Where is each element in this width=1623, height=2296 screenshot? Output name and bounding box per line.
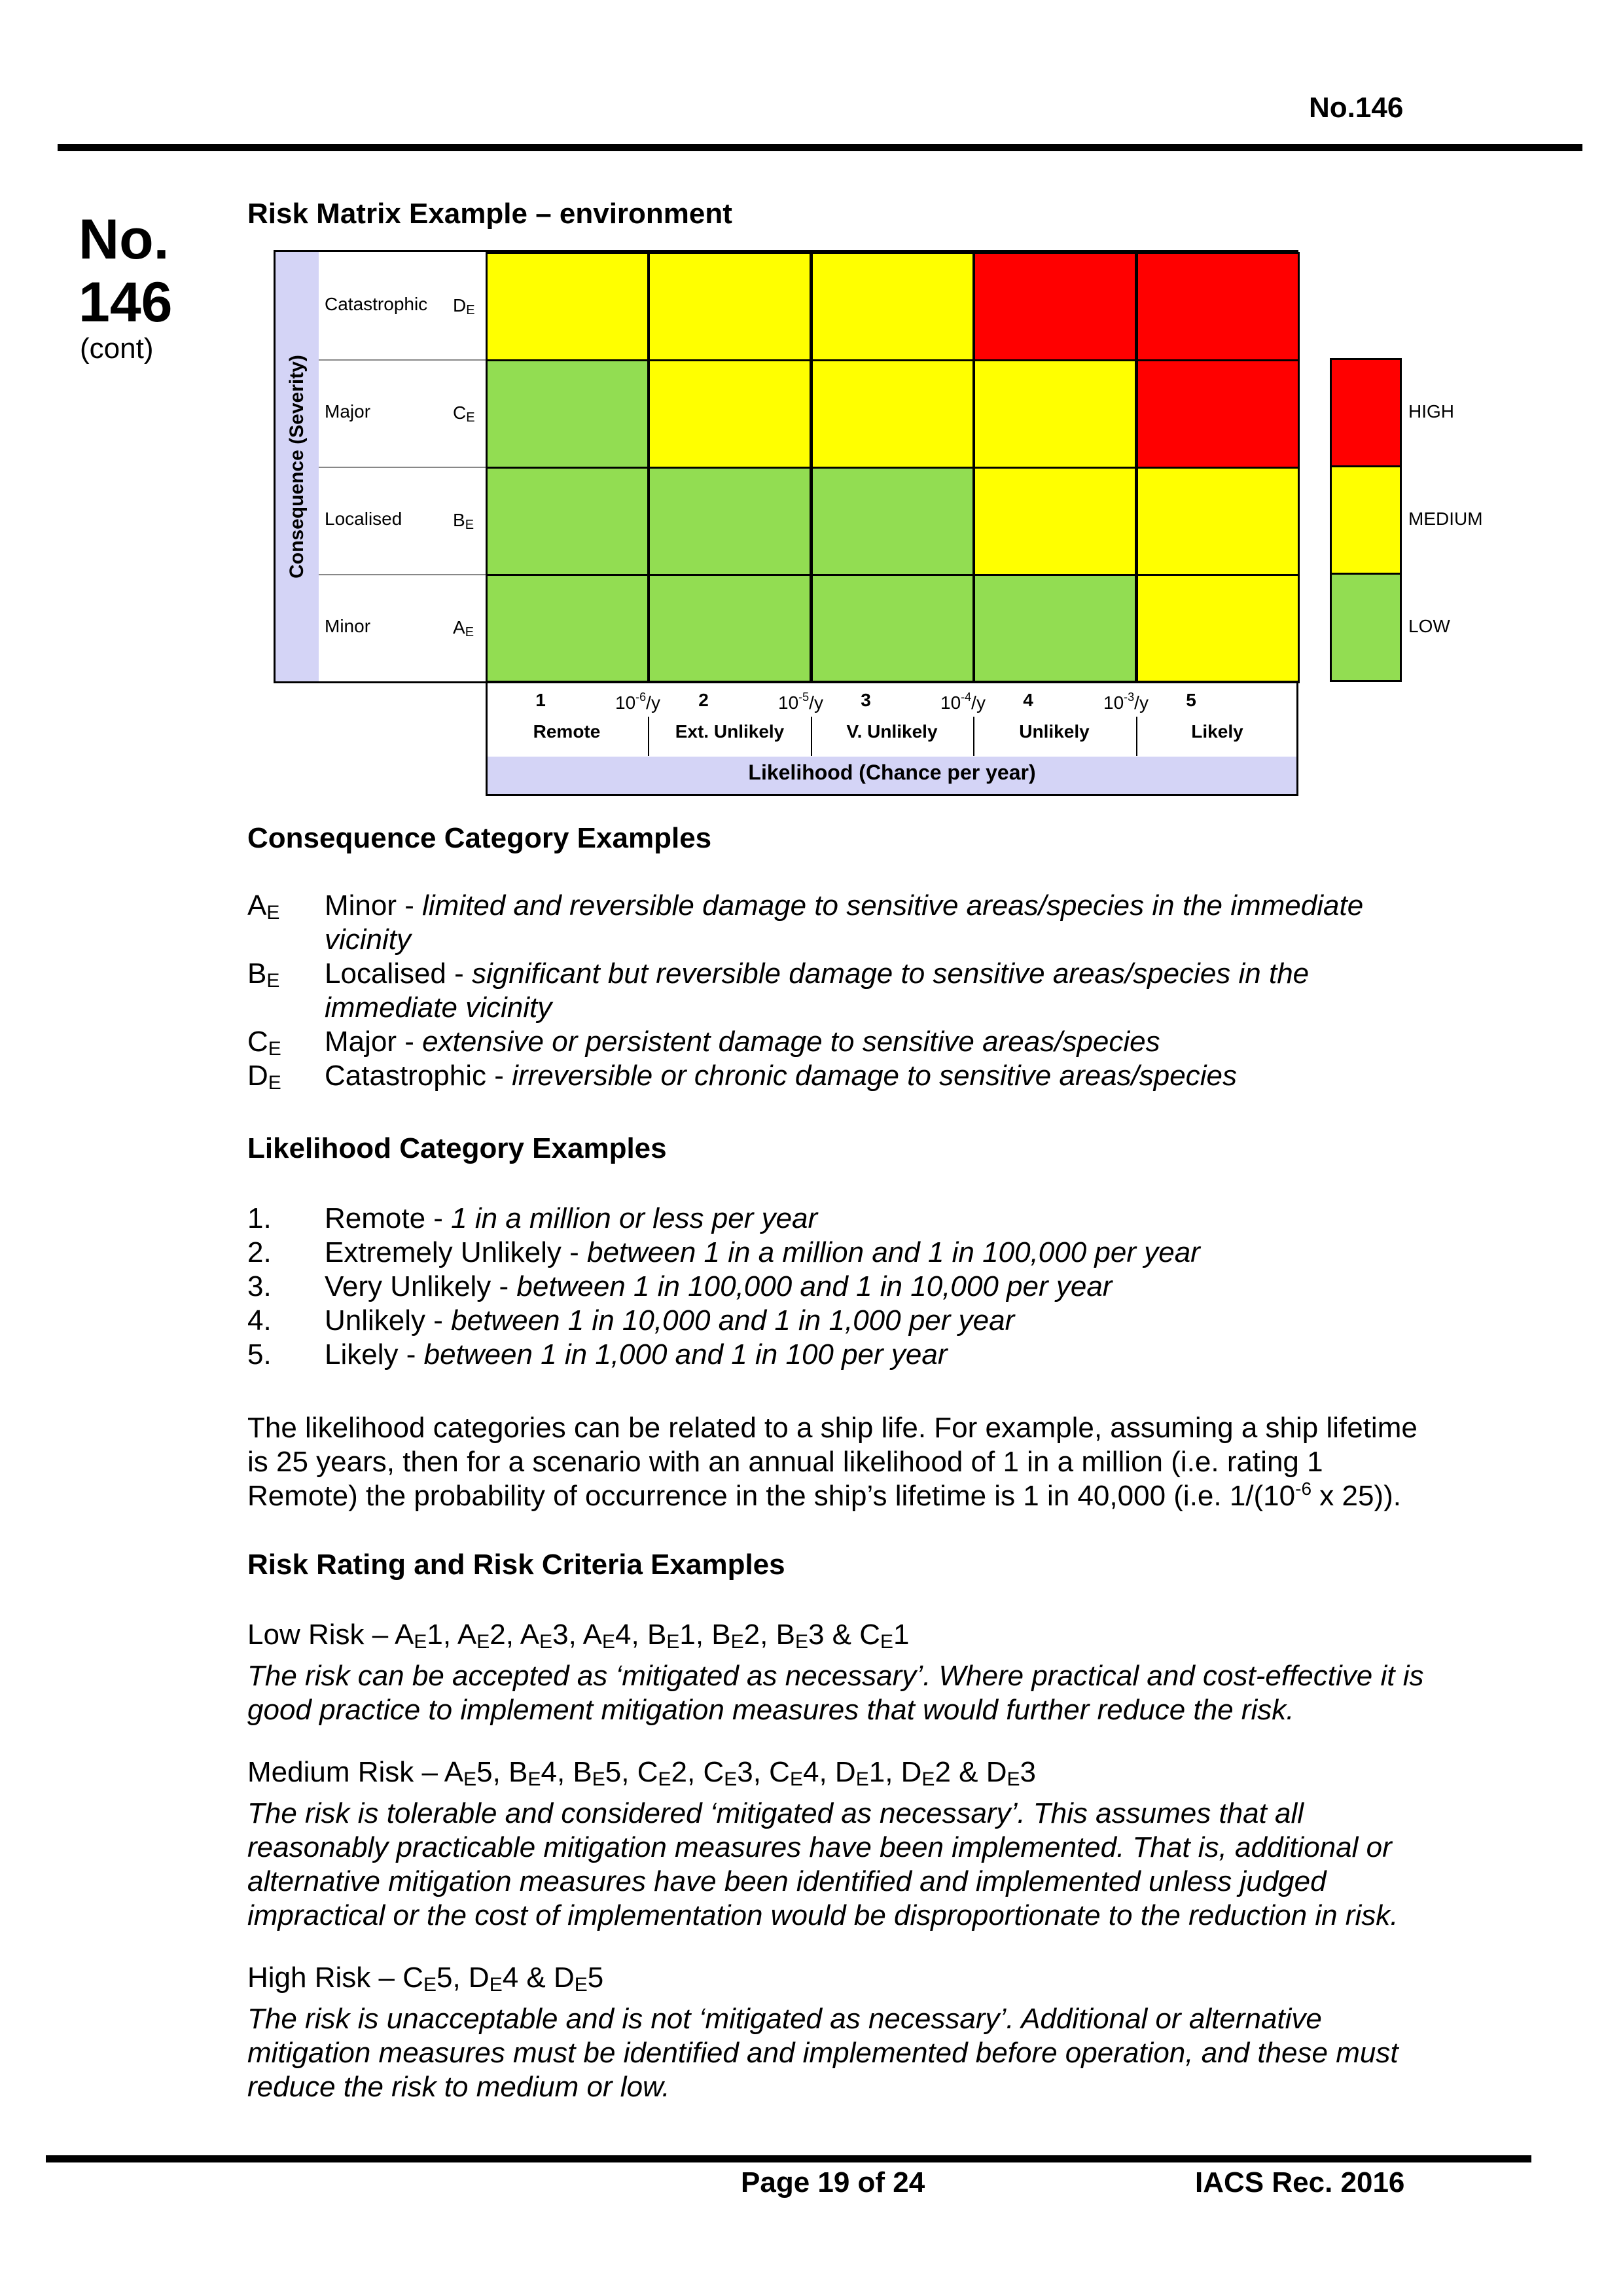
risk-codes-line: Low Risk – $A_E1$, $A_E2$, $A_E3$, $A_E4$, $B_E1$, $B_E2$, $B_E3$ & $C_E1$ — [247, 1619, 910, 1653]
risk-code: $D_E5$ — [554, 1962, 604, 1996]
risk-cell — [486, 359, 649, 469]
likelihood-item-number: 2. — [247, 1236, 272, 1268]
risk-code: $C_E5$ — [402, 1962, 453, 1996]
consequence-heading: Consequence Category Examples — [247, 822, 712, 854]
legend-label-medium: MEDIUM — [1408, 509, 1483, 529]
risk-cell — [486, 574, 649, 683]
risk-code: $C_E4$ — [769, 1756, 819, 1790]
risk-cell — [648, 574, 812, 683]
severity-label-minor: Minor — [325, 616, 371, 636]
ship-life-paragraph — [247, 1411, 1418, 1513]
paragraph-line: The likelihood categories can be related to a ship life. For example, assuming a ship lifetime — [247, 1412, 1418, 1444]
consequence-description: Localised - significant but reversible damage to sensitive areas/species in the immediate vicinity — [325, 958, 1310, 1024]
likelihood-divider — [1136, 717, 1137, 756]
severity-row-divider — [319, 574, 486, 575]
risk-codes-line: Medium Risk – $A_E5$, $B_E4$, $B_E5$, $C_E2$, $C_E3$, $C_E4$, $D_E1$, $D_E2$ & $D_E3$ — [247, 1756, 1036, 1790]
risk-description-line: alternative mitigation measures have been identified and implemented unless judged — [247, 1865, 1327, 1897]
likelihood-item-description: Extremely Unlikely - between 1 in a million and 1 in 100,000 per year — [325, 1236, 1200, 1268]
likelihood-number: 4 — [1023, 690, 1033, 710]
likelihood-heading: Likelihood Category Examples — [247, 1132, 667, 1164]
risk-description-line: mitigation measures must be identified and implemented before operation, and these must — [247, 2037, 1399, 2069]
likelihood-name: Unlikely — [1019, 721, 1090, 742]
risk-code: $A_E4$ — [582, 1619, 632, 1653]
likelihood-number: 2 — [698, 690, 709, 710]
risk-code: $C_E1$ — [859, 1619, 910, 1653]
likelihood-number: 1 — [535, 690, 546, 710]
likelihood-item-number: 3. — [247, 1270, 272, 1302]
risk-criteria-heading: Risk Rating and Risk Criteria Examples — [247, 1549, 785, 1581]
likelihood-boundary-frequency: $10^{-3}/y$ — [1103, 691, 1149, 713]
severity-label-catastrophic: Catastrophic — [325, 294, 428, 314]
risk-cell — [648, 359, 812, 469]
legend-label-low: LOW — [1408, 616, 1450, 636]
risk-cell — [811, 252, 974, 361]
risk-code: $B_E4$ — [508, 1756, 557, 1790]
risk-code: $D_E4$ — [468, 1962, 519, 1996]
risk-cell — [973, 467, 1137, 576]
likelihood-boundary-frequency: $10^{-5}/y$ — [778, 691, 823, 713]
likelihood-axis-label: Likelihood (Chance per year) — [748, 761, 1036, 784]
low-risk-block — [247, 1618, 1423, 1727]
risk-description-line: impractical or the cost of implementation would be disproportionate to the reduction in risk. — [247, 1899, 1399, 1931]
severity-code: $B_E$ — [453, 510, 474, 532]
severity-code: $C_E$ — [453, 403, 475, 425]
risk-description-line: reasonably practicable mitigation measures have been implemented. That is, additional or — [247, 1831, 1392, 1863]
consequence-description: Catastrophic - irreversible or chronic damage to sensitive areas/species — [325, 1060, 1237, 1092]
likelihood-item-number: 5. — [247, 1338, 272, 1371]
risk-cell — [1136, 574, 1300, 683]
risk-cell — [486, 467, 649, 576]
consequence-code: $A_E$ — [247, 889, 280, 924]
consequence-code: $B_E$ — [247, 958, 280, 992]
legend-swatch-medium — [1330, 465, 1402, 575]
likelihood-number: 3 — [861, 690, 871, 710]
side-no-value: 146 — [79, 271, 173, 334]
matrix-title: Risk Matrix Example – environment — [247, 198, 732, 230]
risk-code: $A_E2$ — [457, 1619, 506, 1653]
consequence-description: Major - extensive or persistent damage to sensitive areas/species — [325, 1026, 1160, 1058]
likelihood-name: V. Unlikely — [846, 721, 938, 742]
risk-code: $A_E1$ — [394, 1619, 443, 1653]
risk-cell — [973, 574, 1137, 683]
risk-description-line: The risk is unacceptable and is not ‘mitigated as necessary’. Additional or alternative — [247, 2003, 1322, 2035]
likelihood-name: Remote — [533, 721, 601, 742]
risk-description-line: The risk can be accepted as ‘mitigated as necessary’. Where practical and cost-effective it is — [247, 1660, 1424, 1692]
likelihood-item-description: Unlikely - between 1 in 10,000 and 1 in 1,000 per year — [325, 1304, 1015, 1336]
legend-label-high: HIGH — [1408, 401, 1454, 422]
likelihood-item-number: 1. — [247, 1202, 272, 1234]
consequence-code: $C_E$ — [247, 1026, 281, 1060]
legend-swatch-low — [1330, 573, 1402, 682]
likelihood-number: 5 — [1186, 690, 1196, 710]
risk-description-line: good practice to implement mitigation measures that would further reduce the risk. — [247, 1694, 1294, 1726]
risk-cell — [811, 467, 974, 576]
risk-cell — [811, 359, 974, 469]
severity-row-divider — [319, 467, 486, 468]
risk-code: $B_E2$ — [711, 1619, 760, 1653]
side-cont-label: (cont) — [80, 332, 154, 365]
side-no-label: No. — [79, 208, 169, 271]
risk-cell — [973, 252, 1137, 361]
risk-cell — [1136, 359, 1300, 469]
risk-code: $D_E3$ — [986, 1756, 1036, 1790]
risk-code: $D_E1$ — [834, 1756, 885, 1790]
severity-label-major: Major — [325, 401, 371, 422]
likelihood-divider — [811, 717, 812, 756]
medium-risk-block — [247, 1755, 1398, 1933]
risk-cell — [1136, 252, 1300, 361]
risk-cell — [1136, 467, 1300, 576]
risk-code: $B_E1$ — [647, 1619, 696, 1653]
likelihood-item-description: Remote - 1 in a million or less per year — [325, 1202, 818, 1234]
risk-cell — [973, 359, 1137, 469]
paragraph-line: is 25 years, then for a scenario with an annual likelihood of 1 in a million (i.e. rating 1 — [247, 1446, 1323, 1478]
high-risk-block — [247, 1961, 1399, 2104]
severity-axis-label: Consequence (Severity) — [286, 355, 308, 579]
header-rule — [58, 144, 1582, 151]
header-doc-number: No.146 — [1309, 92, 1404, 124]
paragraph-line: Remote) the probability of occurrence in the ship’s lifetime is 1 in 40,000 (i.e. $1/(10^{-6}$ x 25)). — [247, 1479, 1401, 1512]
likelihood-name: Likely — [1191, 721, 1243, 742]
risk-code: $D_E2$ — [901, 1756, 951, 1790]
severity-code: $D_E$ — [453, 295, 475, 317]
likelihood-name: Ext. Unlikely — [675, 721, 785, 742]
likelihood-item-number: 4. — [247, 1304, 272, 1336]
risk-description-line: The risk is tolerable and considered ‘mitigated as necessary’. This assumes that all — [247, 1797, 1304, 1829]
consequence-code: $D_E$ — [247, 1060, 281, 1094]
page-number: Page 19 of 24 — [741, 2166, 925, 2198]
risk-description-line: reduce the risk to medium or low. — [247, 2071, 670, 2103]
risk-code: $C_E3$ — [703, 1756, 753, 1790]
likelihood-boundary-frequency: $10^{-4}/y$ — [940, 691, 986, 713]
risk-code: $B_E5$ — [573, 1756, 622, 1790]
footer-rec: IACS Rec. 2016 — [1195, 2166, 1405, 2198]
footer-rule — [46, 2155, 1531, 2162]
likelihood-boundary-frequency: $10^{-6}/y$ — [615, 691, 660, 713]
likelihood-item-description: Likely - between 1 in 1,000 and 1 in 100 per year — [325, 1338, 948, 1371]
likelihood-item-description: Very Unlikely - between 1 in 100,000 and 1 in 10,000 per year — [325, 1270, 1113, 1302]
likelihood-divider — [973, 717, 974, 756]
risk-cell — [811, 574, 974, 683]
likelihood-divider — [648, 717, 649, 756]
consequence-description: Minor - limited and reversible damage to sensitive areas/species in the immediate vicinity — [325, 889, 1364, 956]
risk-code: $C_E2$ — [637, 1756, 687, 1790]
side-number — [79, 208, 173, 334]
severity-code: $A_E$ — [453, 617, 474, 639]
risk-code: $B_E3$ — [776, 1619, 825, 1653]
severity-label-localised: Localised — [325, 509, 402, 529]
legend-swatch-high — [1330, 358, 1402, 467]
risk-cell — [648, 252, 812, 361]
risk-code: $A_E5$ — [444, 1756, 493, 1790]
risk-codes-line: High Risk – $C_E5$, $D_E4$ & $D_E5$ — [247, 1962, 604, 1996]
risk-cell — [486, 252, 649, 361]
risk-code: $A_E3$ — [520, 1619, 569, 1653]
risk-cell — [648, 467, 812, 576]
severity-row-divider — [319, 359, 486, 361]
